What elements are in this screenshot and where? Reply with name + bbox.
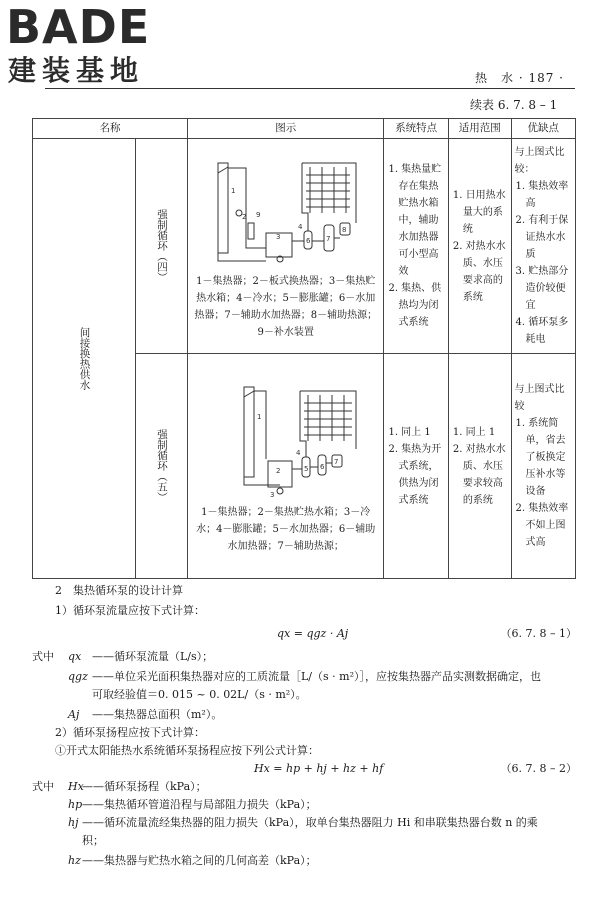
row-name-cell: [136, 354, 188, 579]
var-desc: ——循环泵流量（L/s）；: [92, 650, 214, 663]
table-row: [33, 139, 576, 354]
table-header-row: [33, 119, 576, 139]
scope-item: 2. 对热水水质、水压要求高的系统: [452, 240, 506, 303]
group-label: 间接换热供水: [78, 327, 91, 390]
svg-text:6: 6: [319, 463, 325, 471]
var-symbol: Aj: [68, 708, 80, 721]
svg-text:3: 3: [275, 233, 281, 241]
pros-intro: 与上图式比较：: [514, 147, 565, 175]
pros-item: 2. 集热效率不如上图式高: [515, 503, 569, 548]
scope-item: 1. 同上 1: [452, 426, 496, 438]
var-desc: ——循环泵扬程（kPa）；: [82, 780, 207, 793]
logo-brand: BADE: [6, 0, 151, 54]
var-desc: ——集热循环管道沿程与局部阻力损失（kPa）；: [82, 798, 317, 811]
logo-subtitle: 建装基地: [8, 54, 145, 87]
svg-text:5: 5: [303, 465, 309, 473]
scope-cell: [448, 354, 511, 579]
row-name: 强制循环（五）: [156, 429, 168, 503]
feature-item: 1. 同上 1: [388, 426, 431, 438]
col-features: 系统特点: [384, 119, 448, 139]
row-name: 强制循环（四）: [156, 209, 168, 283]
item-2a: ①开式太阳能热水系统循环泵扬程应按下列公式计算：: [55, 744, 319, 757]
system-table: [32, 118, 576, 579]
col-name: 名称: [33, 119, 188, 139]
var-desc: ——集热器总面积（m²）。: [92, 708, 223, 721]
table-continuation-label: 续表 6. 7. 8 – 1: [470, 98, 558, 112]
item-2: 2）循环泵扬程应按下式计算：: [55, 726, 205, 739]
pros-intro: 与上图式比较: [514, 384, 565, 412]
svg-text:2: 2: [275, 467, 281, 475]
collector-shape: [218, 163, 228, 253]
svg-text:7: 7: [325, 235, 331, 243]
var-desc: ——集热器与贮热水箱之间的几何高差（kPa）；: [82, 854, 317, 867]
equation-1-number: （6. 7. 8 – 1）: [500, 627, 577, 640]
col-diagram: 图示: [188, 119, 384, 139]
svg-text:9: 9: [255, 211, 261, 219]
equation-2: Hx = hp + hj + hz + hf: [254, 762, 384, 775]
feature-item: 1. 集热量贮存在集热贮热水箱中，辅助水加热器可小型高效: [388, 164, 442, 277]
var-line: [32, 778, 577, 796]
var-symbol: hz: [68, 854, 81, 867]
svg-text:4: 4: [297, 223, 303, 231]
var-symbol: qgz: [68, 670, 88, 683]
svg-text:8: 8: [341, 226, 347, 234]
where-label: 式中: [32, 780, 54, 793]
diagram-caption: 1－集热器；2－板式换热器；3－集热贮热水箱；4－冷水；5－膨胀罐；6－水加热器；7－辅助水加热器；8－辅助热源；9－补水装置: [194, 276, 378, 338]
svg-text:7: 7: [333, 458, 339, 466]
svg-text:1: 1: [256, 413, 262, 421]
item-1: 1）循环泵流量应按下式计算：: [55, 604, 205, 617]
diagram-cell: [188, 354, 384, 579]
collector-shape: [244, 387, 254, 477]
equation-1: qx = qgz · Aj: [277, 627, 349, 640]
features-cell: [384, 354, 448, 579]
row-name-cell: [136, 139, 188, 354]
var-desc: ——单位采光面积集热器对应的工质流量［L/（s · m²）］，应按集热器产品实测数据确定，也: [92, 670, 541, 683]
svg-text:6: 6: [305, 237, 311, 245]
col-pros: 优缺点: [511, 119, 576, 139]
feature-item: 2. 集热为开式系统，供热为闭式系统: [388, 443, 442, 506]
var-line: [32, 648, 577, 666]
running-header: 热 水 · 187 ·: [475, 71, 564, 85]
var-symbol: hj: [68, 816, 79, 829]
pros-item: 1. 集热效率高: [515, 181, 569, 209]
var-symbol: hp: [68, 798, 83, 811]
svg-text:4: 4: [295, 449, 301, 457]
var-symbol: Hx: [68, 780, 84, 793]
group-cell: [33, 139, 136, 579]
scope-cell: [448, 139, 511, 354]
pros-item: 4. 循环泵多耗电: [515, 317, 569, 345]
pros-cell: [511, 139, 576, 354]
var-desc-cont: 积；: [82, 834, 104, 847]
feature-item: 2. 集热、供热均为闭式系统: [388, 283, 442, 328]
features-cell: [384, 139, 448, 354]
scope-item: 2. 对热水水质、水压要求较高的系统: [452, 443, 506, 506]
var-desc-cont: 可取经验值＝0. 015 ~ 0. 02L/（s · m²）。: [92, 688, 307, 701]
diagram-caption: 1－集热器；2－集热贮热水箱；3－冷水；4－膨胀罐；5－水加热器；6－辅助水加热器；7－辅助热源；: [196, 507, 376, 552]
header-rule: [45, 88, 575, 89]
system-diagram-5: [206, 379, 366, 504]
svg-text:3: 3: [269, 491, 275, 499]
var-symbol: qx: [68, 650, 82, 663]
diagram-cell: [188, 139, 384, 354]
svg-text:2: 2: [241, 213, 247, 221]
svg-text:1: 1: [230, 187, 236, 195]
scope-item: 1. 日用热水量大的系统: [452, 189, 506, 235]
var-desc: ——循环流量流经集热器的阻力损失（kPa），取单台集热器阻力 Hi 和串联集热器台数 n 的乘: [82, 816, 538, 829]
pros-item: 3. 贮热部分造价较便宜: [515, 266, 569, 311]
logo: [6, 2, 186, 94]
equation-2-number: （6. 7. 8 – 2）: [500, 762, 577, 775]
system-diagram-4: [206, 153, 366, 273]
pros-item: 2. 有利于保证热水水质: [515, 215, 569, 260]
pros-cell: [511, 354, 576, 579]
section-heading: 2 集热循环泵的设计计算: [55, 584, 183, 597]
where-label: 式中: [32, 650, 54, 663]
col-scope: 适用范围: [448, 119, 511, 139]
pros-item: 1. 系统简单，省去了板换定压补水等设备: [515, 418, 566, 497]
